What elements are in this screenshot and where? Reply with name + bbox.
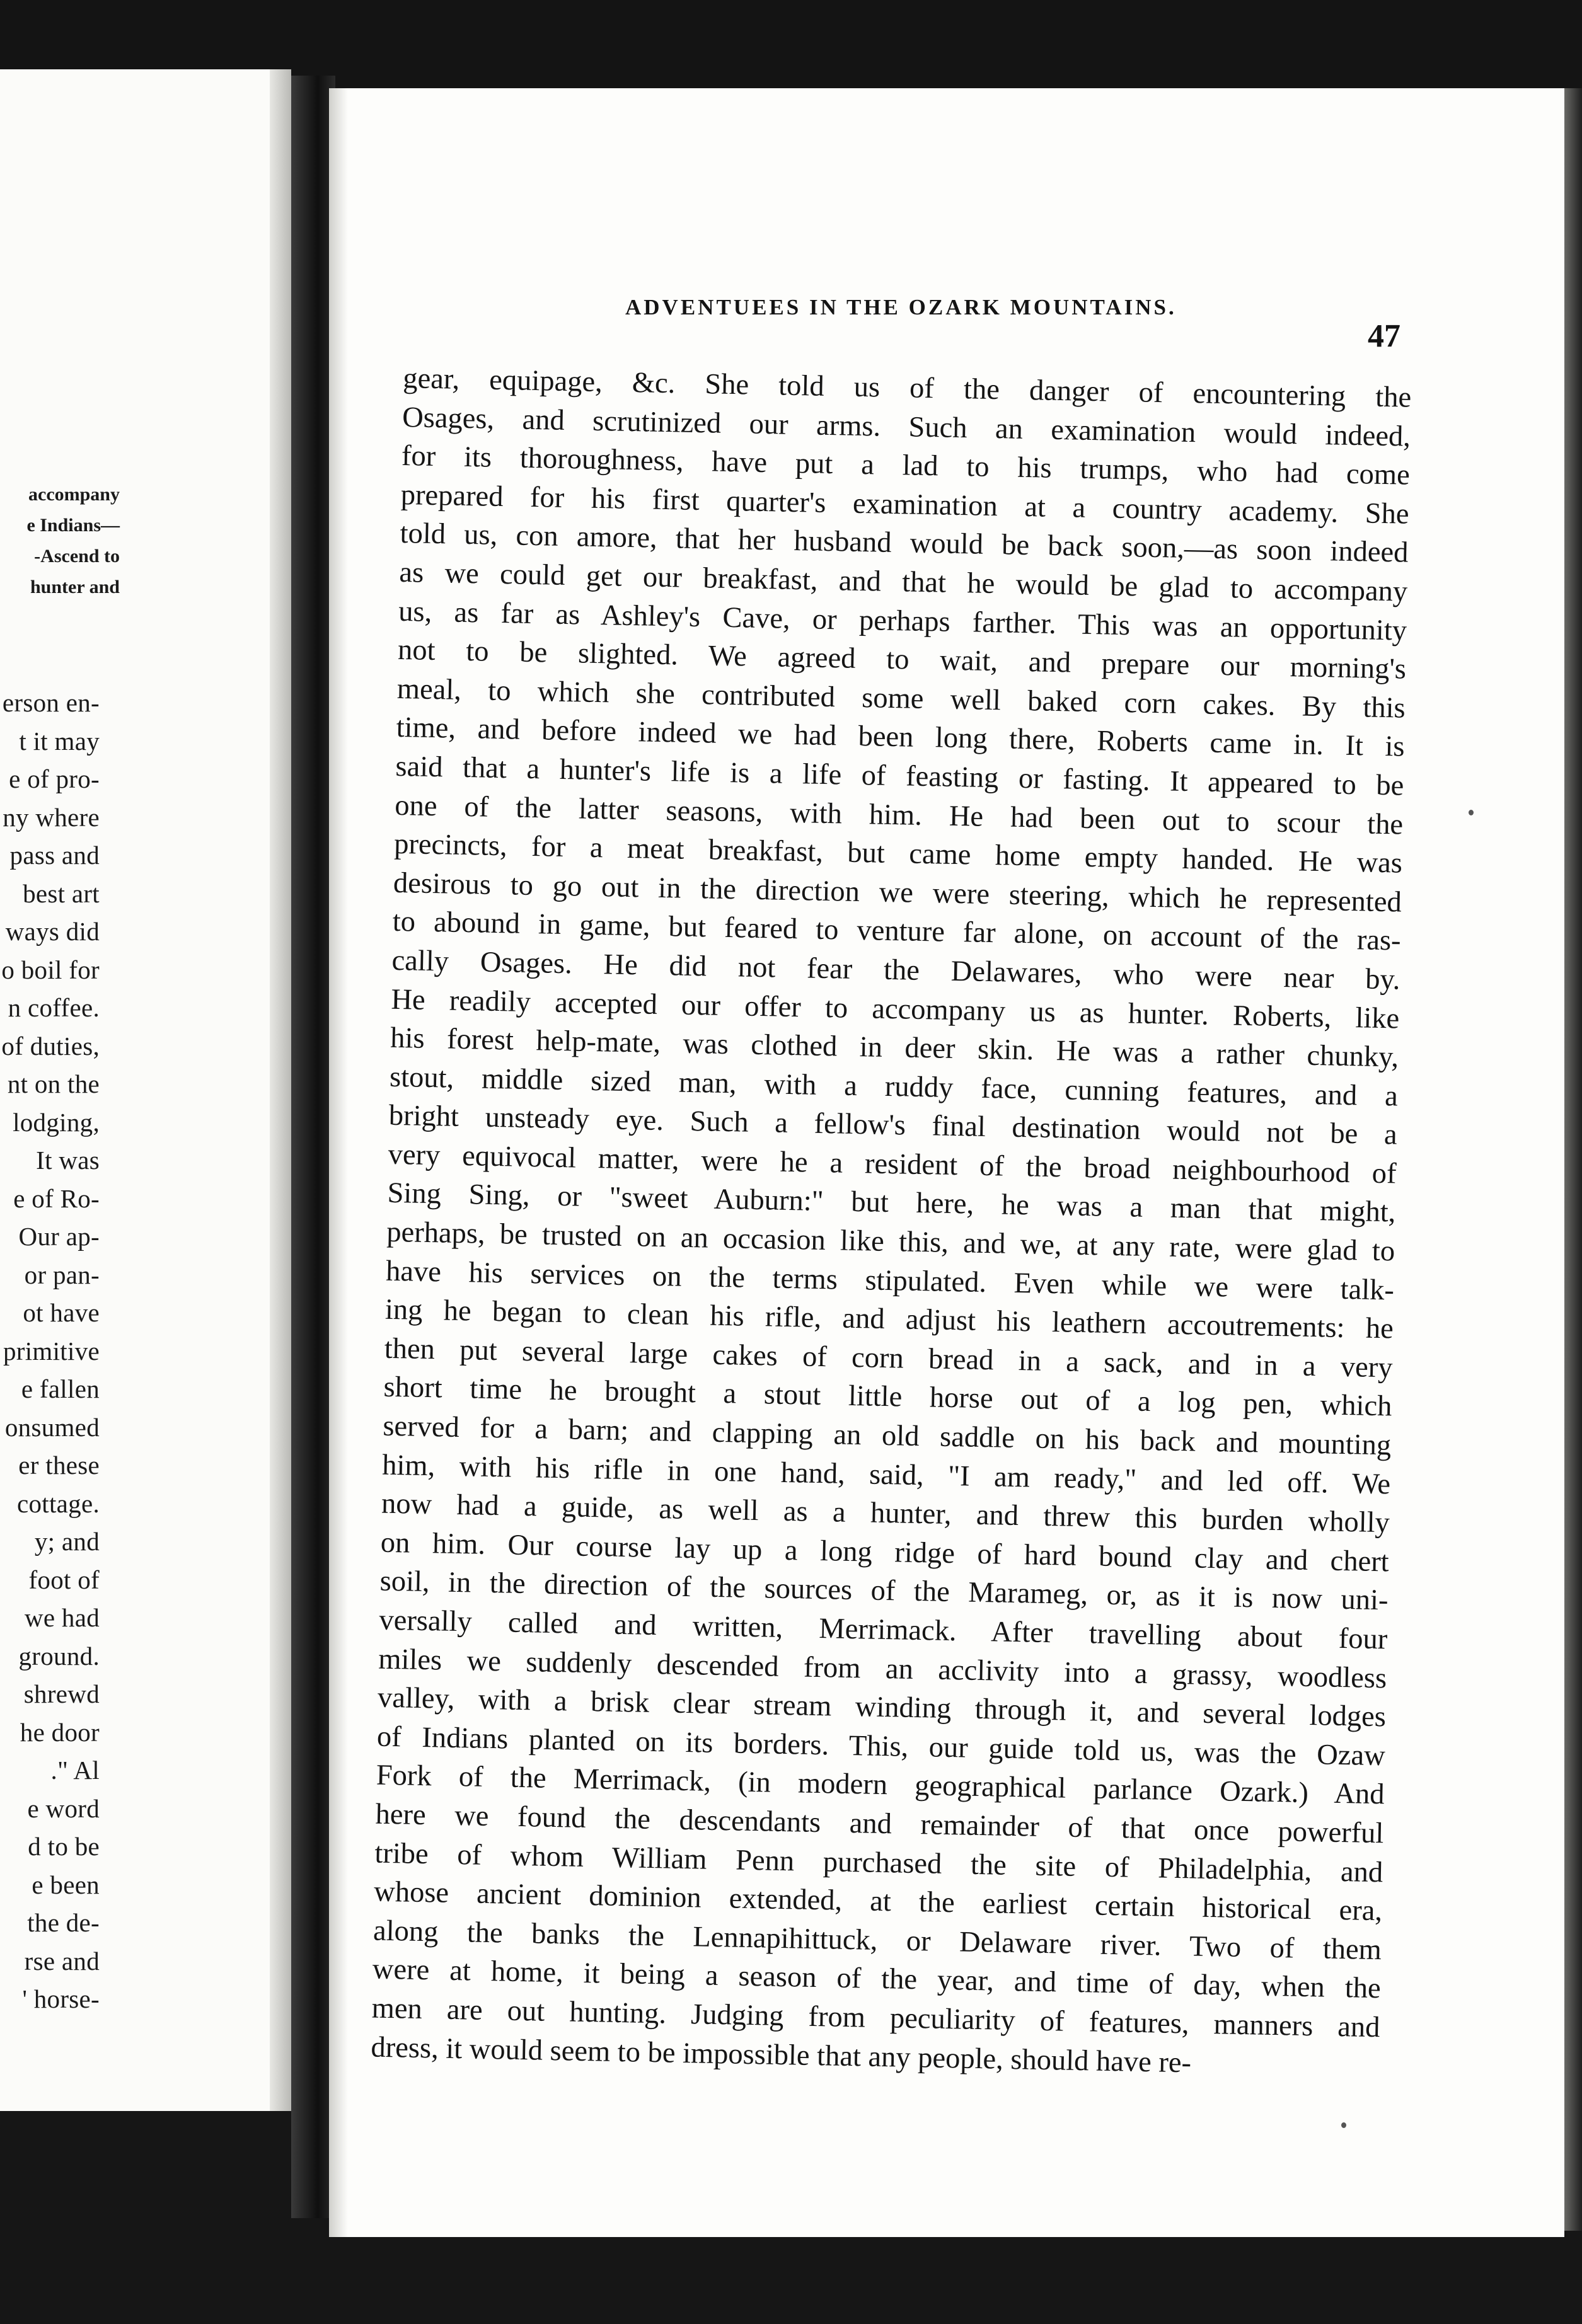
- text-line: cottage.: [16, 1488, 100, 1518]
- text-line: as we could get our breakfast, and that he would be glad to accompany: [399, 556, 1408, 608]
- text-line: him, with his rifle in one hand, said, "I am ready," and led off. We: [381, 1449, 1391, 1501]
- left-page-sidenote: [0, 479, 120, 602]
- text-line: ot have: [23, 1298, 100, 1327]
- text-line: told us, con amore, that her husband would be back soon,—as soon indeed: [400, 517, 1409, 570]
- text-line: ." Al: [50, 1756, 100, 1785]
- text-line: whose ancient dominion extended, at the earliest certain historical era,: [373, 1875, 1383, 1928]
- text-line: Fork of the Merrimack, (in modern geographical parlance Ozark.) And: [376, 1759, 1385, 1811]
- text-line: tribe of whom William Penn purchased the site of Philadelphia, and: [374, 1837, 1383, 1889]
- text-line: erson en-: [2, 688, 100, 717]
- text-line: onsumed: [4, 1412, 100, 1442]
- text-line: prepared for his first quarter's examination at a country academy. She: [400, 478, 1410, 531]
- text-line: e of pro-: [9, 764, 100, 793]
- text-line: us, as far as Ashley's Cave, or perhaps farther. This was an opportunity: [398, 595, 1407, 647]
- text-line: pass and: [9, 841, 100, 870]
- text-line: ways did: [5, 917, 100, 946]
- text-line: here we found the descendants and remainder of that once powerful: [375, 1798, 1384, 1850]
- text-line: t it may: [19, 726, 100, 756]
- text-line: he door: [20, 1717, 100, 1747]
- text-line: e word: [27, 1793, 100, 1823]
- text-line: cally Osages. He did not fear the Delawares, who were near by.: [391, 944, 1400, 996]
- text-line: -Ascend to: [34, 546, 120, 567]
- text-line: valley, with a brisk clear stream winding through it, and several lodges: [377, 1681, 1387, 1734]
- text-line: foot of: [28, 1565, 100, 1594]
- text-line: of duties,: [1, 1031, 100, 1061]
- text-line: very equivocal matter, were he a resident of the broad neighbourhood of: [388, 1138, 1397, 1190]
- text-line: er these: [18, 1451, 100, 1480]
- text-line: primitive: [3, 1336, 100, 1366]
- text-line: y; and: [34, 1527, 100, 1556]
- text-line: ny where: [3, 802, 100, 832]
- text-line: time, and before indeed we had been long there, Roberts came in. It is: [396, 711, 1405, 763]
- text-line: along the banks the Lennapihittuck, or Delaware river. Two of them: [372, 1914, 1382, 1967]
- text-line: stout, middle sized man, with a ruddy face, cunning features, and a: [389, 1061, 1399, 1113]
- text-line: then put several large cakes of corn bread in a sack, and in a very: [384, 1332, 1394, 1384]
- text-line: rse and: [24, 1946, 100, 1976]
- text-line: ing he began to clean his rifle, and adjust his leathern accoutrements: he: [384, 1293, 1394, 1345]
- text-line: accompany: [28, 484, 120, 505]
- right-page: [329, 88, 1564, 2237]
- text-line: It was: [36, 1146, 100, 1175]
- text-line: e fallen: [21, 1374, 100, 1403]
- text-line: meal, to which she contributed some well baked corn cakes. By this: [396, 672, 1406, 725]
- right-page-edge: [1564, 88, 1582, 2231]
- text-line: nt on the: [7, 1069, 100, 1098]
- text-line: ' horse-: [22, 1984, 100, 2013]
- text-line: lodging,: [13, 1107, 100, 1137]
- text-line: dress, it would seem to be impossible that any people, should have re-: [371, 2031, 1192, 2080]
- text-line: of Indians planted on its borders. This, our guide told us, was the Ozaw: [376, 1720, 1386, 1773]
- text-line: served for a barn; and clapping an old saddle on his back and mounting: [382, 1410, 1392, 1462]
- text-line: have his services on the terms stipulated. Even while we were talk-: [385, 1255, 1395, 1307]
- text-line: on him. Our course lay up a long ridge of hard bound clay and chert: [380, 1526, 1390, 1579]
- text-line: now had a guide, as well as a hunter, and threw this burden wholly: [381, 1487, 1390, 1539]
- text-line: He readily accepted our offer to accompany us as hunter. Roberts, like: [391, 983, 1400, 1035]
- text-line: perhaps, be trusted on an occasion like this, and we, at any rate, were glad to: [386, 1216, 1395, 1268]
- text-line: e been: [32, 1870, 100, 1899]
- text-line: shrewd: [23, 1679, 100, 1708]
- left-page-text-fragments: [0, 684, 100, 2018]
- text-line: we had: [24, 1603, 100, 1632]
- text-line: best art: [23, 878, 100, 908]
- text-line: short time he brought a stout little horse out of a log pen, which: [383, 1371, 1392, 1423]
- text-line: Sing Sing, or "sweet Auburn:" but here, he was a man that might,: [387, 1177, 1396, 1229]
- text-line: versally called and written, Merrimack. After travelling about four: [379, 1604, 1388, 1656]
- left-page: [0, 69, 291, 2111]
- text-line: his forest help-mate, was clothed in deer skin. He was a rather chunky,: [390, 1021, 1399, 1074]
- running-head: ADVENTUEES IN THE OZARK MOUNTAINS.: [625, 295, 1177, 319]
- text-line: Our ap-: [18, 1222, 100, 1251]
- text-line: men are out hunting. Judging from peculiarity of features, manners and: [371, 1992, 1380, 2044]
- text-line: desirous to go out in the direction we were steering, which he represented: [393, 866, 1402, 919]
- text-line: said that a hunter's life is a life of feasting or fasting. It appeared to be: [395, 750, 1404, 802]
- text-line: hunter and: [30, 577, 120, 597]
- text-line: the de-: [27, 1908, 100, 1937]
- text-line: gear, equipage, &c. She told us of the danger of encountering the: [402, 362, 1412, 414]
- text-line: o boil for: [1, 955, 100, 984]
- text-line: e of Ro-: [13, 1183, 100, 1213]
- text-line: were at home, it being a season of the year, and time of day, when the: [372, 1953, 1382, 2005]
- text-line: precincts, for a meat breakfast, but came home empty handed. He was: [393, 827, 1403, 880]
- text-line: one of the latter seasons, with him. He had been out to scour the: [394, 789, 1404, 841]
- body-text: [371, 359, 1412, 2086]
- text-line: to abound in game, but feared to venture far alone, on account of the ras-: [392, 906, 1402, 957]
- text-line: for its thoroughness, have put a lad to his trumps, who had come: [401, 440, 1411, 492]
- text-line: n coffee.: [8, 993, 100, 1022]
- text-line: soil, in the direction of the sources of the Marameg, or, as it is now uni-: [379, 1565, 1389, 1617]
- text-line: miles we suddenly descended from an acclivity into a grassy, woodless: [378, 1643, 1387, 1694]
- scan-speck: [1469, 810, 1474, 815]
- text-line: bright unsteady eye. Such a fellow's final destination would not be a: [388, 1100, 1398, 1151]
- text-line: e Indians—: [26, 515, 120, 536]
- left-page-gutter-shadow: [270, 69, 291, 2111]
- scan-speck: [1341, 2122, 1346, 2128]
- right-page-gutter-shadow: [329, 88, 348, 2237]
- text-line: Osages, and scrutinized our arms. Such an examination would indeed,: [401, 401, 1411, 453]
- text-line: ground.: [18, 1641, 100, 1671]
- page-number: 47: [1368, 318, 1400, 354]
- text-line: not to be slighted. We agreed to wait, and prepare our morning's: [397, 634, 1407, 686]
- text-line: or pan-: [24, 1260, 100, 1289]
- text-line: d to be: [28, 1832, 100, 1861]
